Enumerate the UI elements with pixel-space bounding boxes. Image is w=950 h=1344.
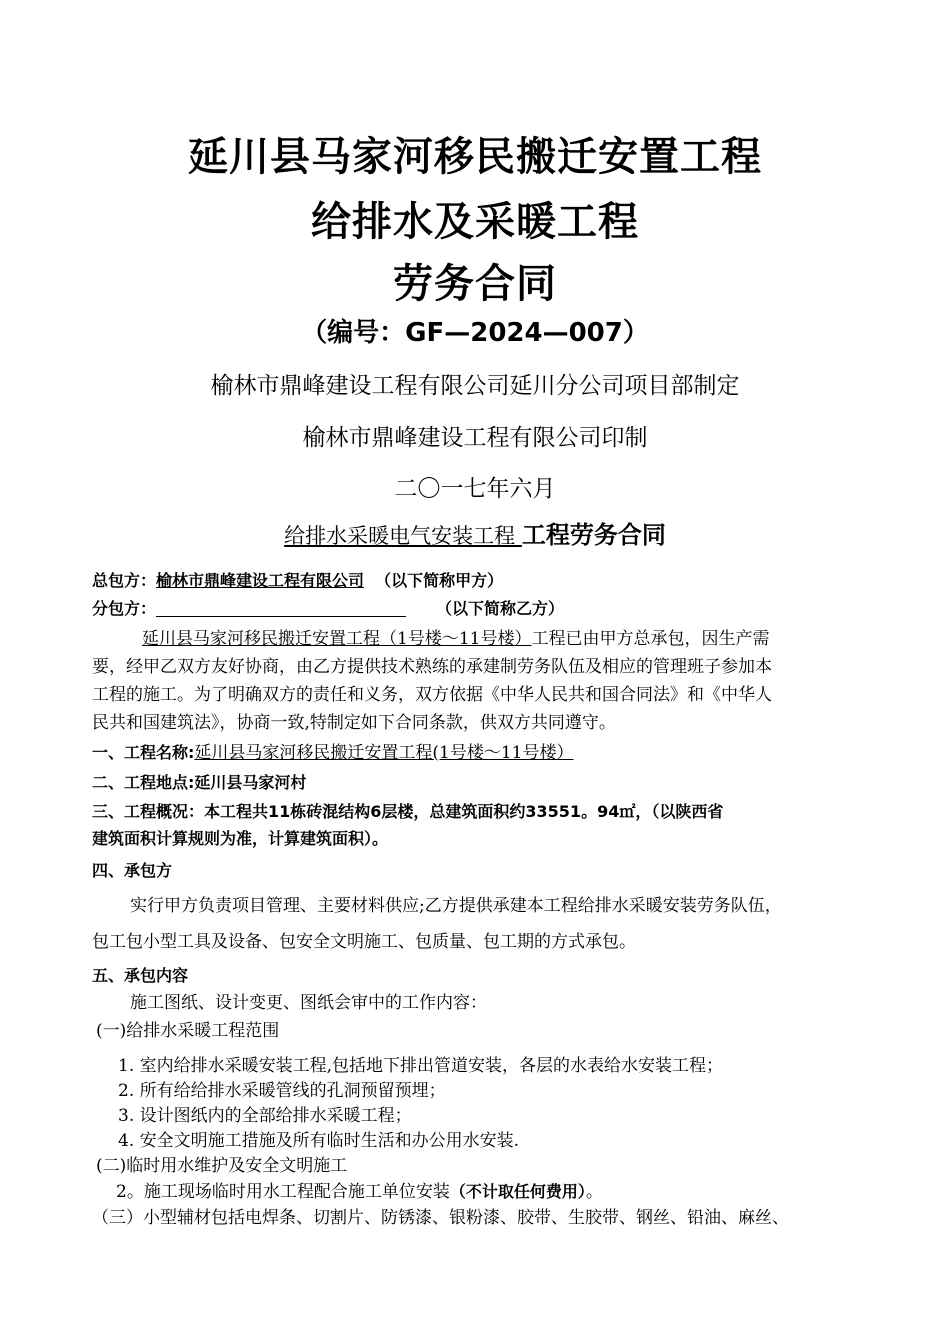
section-3-line-2: 建筑面积计算规则为准，计算建筑面积）。	[92, 829, 389, 848]
section-4-heading: 四、承包方	[92, 861, 173, 880]
subsection-1-item: 2. 所有给给排水采暖管线的孔洞预留预埋；	[118, 1081, 446, 1101]
made-by: 榆林市鼎峰建设工程有限公司延川分公司项目部制定	[210, 373, 740, 399]
section-5-heading: 五、承包内容	[92, 966, 189, 985]
cover-title-line-3: 劳务合同	[393, 261, 557, 307]
party-b-blank	[156, 598, 406, 617]
party-a-name: 榆林市鼎峰建设工程有限公司	[156, 571, 365, 590]
contract-number: （编号：GF—2024—007）	[301, 318, 649, 348]
subsection-1-heading: (一)给排水采暖工程范围	[96, 1021, 280, 1041]
printed-by: 榆林市鼎峰建设工程有限公司印制	[302, 425, 648, 451]
section-1-line	[92, 740, 872, 766]
subsection-2-heading: (二)临时用水维护及安全文明施工	[96, 1156, 348, 1176]
party-b-line	[92, 596, 872, 622]
subsection-1-item: 3. 设计图纸内的全部给排水采暖工程；	[118, 1106, 412, 1126]
party-a-label: 总包方：	[92, 571, 157, 590]
section-4-line-2: 包工包小型工具及设备、包安全文明施工、包质量、包工期的方式承包。	[92, 932, 636, 952]
section-1-value: 延川县马家河移民搬迁安置工程(1号楼～11号楼）	[194, 743, 574, 763]
party-b-note: （以下简称乙方）	[436, 599, 565, 618]
party-a-note: （以下简称甲方）	[375, 571, 504, 590]
section-5-intro: 施工图纸、设计变更、图纸会审中的工作内容：	[130, 993, 487, 1013]
intro-line-1	[92, 626, 872, 652]
intro-line-4: 民共和国建筑法》，协商一致,特制定如下合同条款，供双方共同遵守。	[92, 713, 616, 733]
subsection-2-item-bold: （不计取任何费用）	[449, 1182, 586, 1201]
subsection-2-item-end: 。	[585, 1182, 603, 1202]
subsection-2-item-text: 2。施工现场临时用水工程配合施工单位安装	[116, 1182, 450, 1202]
party-b-label: 分包方：	[92, 599, 157, 618]
subsection-2-item	[116, 1179, 896, 1205]
subtitle-underlined: 给排水采暖电气安装工程	[284, 524, 522, 548]
intro-project-name: 延川县马家河移民搬迁安置工程（1号楼～11号楼）	[142, 629, 532, 649]
section-2-line: 二、工程地点:延川县马家河村	[92, 773, 307, 792]
section-1-label: 一、工程名称:	[92, 743, 195, 762]
subsection-3-line: （三）小型辅材包括电焊条、切割片、防锈漆、银粉漆、胶带、生胶带、钢丝、铅油、麻丝、	[92, 1208, 789, 1228]
intro-line-2: 要，经甲乙双方友好协商，由乙方提供技术熟练的承建制劳务队伍及相应的管理班子参加本	[92, 657, 772, 677]
subtitle-rest: 工程劳务合同	[521, 521, 666, 549]
cover-title-line-1: 延川县马家河移民搬迁安置工程	[188, 134, 762, 180]
subsection-1-item: 4. 安全文明施工措施及所有临时生活和办公用水安装.	[118, 1131, 520, 1151]
cover-date: 二〇一七年六月	[394, 476, 556, 502]
section-4-line-1: 实行甲方负责项目管理、主要材料供应;乙方提供承建本工程给排水采暖安装劳务队伍，	[130, 896, 782, 916]
section-3-line-1: 三、工程概况：本工程共11栋砖混结构6层楼，总建筑面积约33551。94㎡，（以陕西省	[92, 802, 724, 821]
intro-line-1-text: 工程已由甲方总承包，因生产需	[531, 629, 770, 649]
contract-subtitle	[0, 515, 950, 550]
subsection-1-item: 1. 室内给排水采暖安装工程,包括地下排出管道安装，各层的水表给水安装工程；	[118, 1056, 724, 1076]
intro-line-3: 工程的施工。为了明确双方的责任和义务，双方依据《中华人民共和国合同法》和《中华人	[92, 685, 772, 705]
party-a-line	[92, 568, 872, 594]
cover-title-line-2: 给排水及采暖工程	[311, 199, 639, 245]
